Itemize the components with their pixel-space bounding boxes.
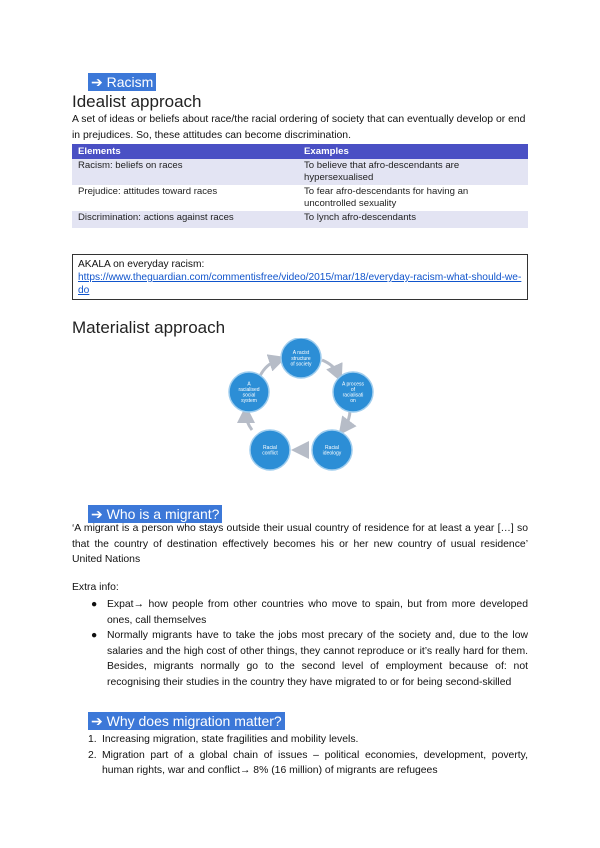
why-migration-list — [88, 732, 528, 779]
list-item — [91, 628, 528, 690]
racism-heading: ➔ Racism — [88, 73, 156, 91]
racism-definition: A set of ideas or beliefs about race/the racial ordering of society that can eventually develop or end in prejudices. So, these attitudes can become discrimination. — [72, 114, 526, 141]
list-number: 1. — [88, 734, 97, 745]
akala-reference-box — [72, 254, 528, 300]
why-migration-heading: ➔ Why does migration matter? — [88, 712, 285, 730]
table-cell: To lynch afro-descendants — [298, 211, 528, 228]
list-item-text: Increasing migration, state fragilities and mobility levels. — [102, 734, 359, 745]
cycle-node — [333, 372, 373, 412]
extra-info-list — [91, 597, 528, 690]
guardian-video-link[interactable]: https://www.theguardian.com/commentisfree/video/2015/mar/18/everyday-racism-what-should-we-do — [78, 272, 522, 296]
table-cell: Discrimination: actions against races — [72, 211, 298, 228]
cycle-node-label: A racist structure of society — [290, 350, 312, 368]
akala-label: AKALA on everyday racism: — [78, 259, 205, 270]
cycle-node-label: A process of racialisati on — [342, 381, 364, 405]
extra-info-label: Extra info: — [72, 582, 119, 593]
list-item — [88, 748, 528, 779]
table-header-row — [72, 144, 528, 159]
list-item-text: Normally migrants have to take the jobs most precary of the society and, due to the low salaries and the high cost of other things, they cannot reproduce or it’s really hard for them. Besides, migrants normally go to the second level of employment because of: not recognising their studies in the country they have migrated to or for being second-skilled — [107, 630, 528, 688]
cycle-arrow — [344, 410, 350, 428]
migrant-quote: ‘A migrant is a person who stays outside their usual country of residence for at least a year […] so that the country of destination effectively becomes his or her new country of usual residence’ United Nations — [72, 523, 528, 565]
list-item — [91, 597, 528, 628]
racism-cycle-diagram — [226, 338, 376, 478]
table-row — [72, 185, 528, 211]
table-header-examples: Examples — [298, 144, 528, 159]
cycle-node-label: Racial conflict — [262, 445, 278, 457]
bullet-icon: ● — [91, 599, 98, 610]
bullet-icon: ● — [91, 630, 98, 641]
racism-elements-table — [72, 144, 528, 228]
cycle-arrow — [246, 414, 252, 430]
table-header-elements: Elements — [72, 144, 298, 159]
list-number: 2. — [88, 749, 97, 761]
cycle-node-label: Racial ideology — [322, 445, 342, 457]
list-item — [88, 732, 528, 748]
table-row — [72, 211, 528, 228]
list-item-text: Expat→ how people from other countries who move to spain, but from more developed ones, call themselves — [107, 599, 528, 626]
table-cell: To fear afro-descendants for having an uncontrolled sexuality — [298, 185, 528, 211]
table-cell: Racism: beliefs on races — [72, 159, 298, 185]
cycle-node — [312, 430, 352, 470]
cycle-node — [250, 430, 290, 470]
migrant-heading: ➔ Who is a migrant? — [88, 505, 222, 523]
idealist-approach-title: Idealist approach — [72, 92, 202, 111]
cycle-node — [229, 372, 269, 412]
list-item-text: Migration part of a global chain of issues – political economies, development, poverty, human rights, war and conflict→ 8% (16 million) of migrants are refugees — [102, 749, 528, 776]
cycle-node-label: A racialised social system — [238, 381, 260, 405]
table-cell: To believe that afro-descendants are hypersexualised — [298, 159, 528, 185]
cycle-node — [281, 338, 321, 378]
cycle-arrow — [322, 360, 338, 374]
table-row — [72, 159, 528, 185]
table-cell: Prejudice: attitudes toward races — [72, 185, 298, 211]
materialist-approach-title: Materialist approach — [72, 318, 226, 337]
cycle-arrow — [260, 360, 278, 376]
